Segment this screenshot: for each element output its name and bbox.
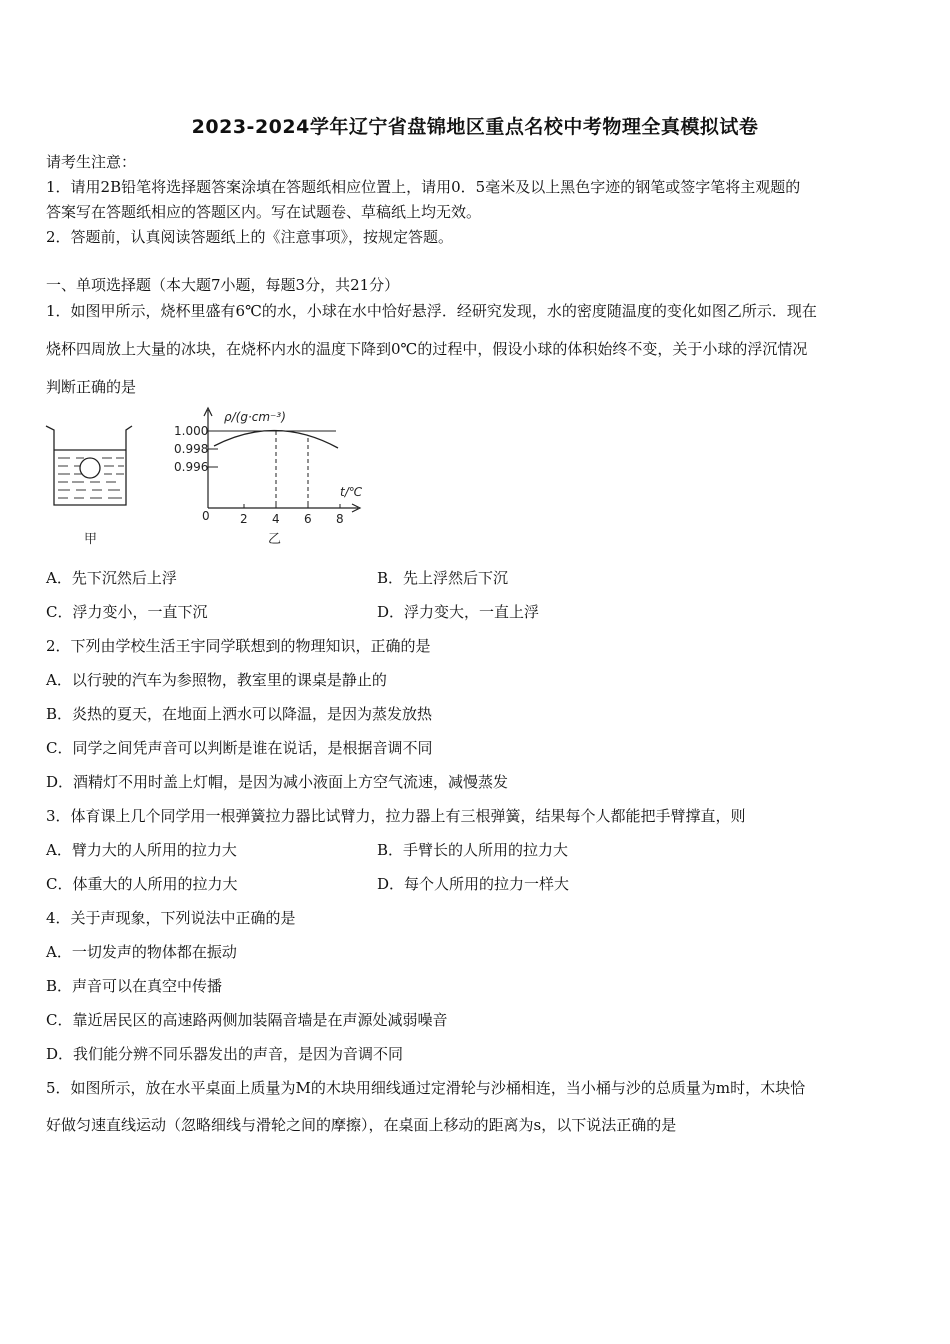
notice-line: 答案写在答题纸相应的答题区内。写在试题卷、草稿纸上均无效。: [46, 203, 482, 221]
q1-option-b: B．先上浮然后下沉: [377, 569, 509, 587]
q4-option: D．我们能分辨不同乐器发出的声音，是因为音调不同: [46, 1045, 404, 1063]
q1-option-d: D．浮力变大，一直上浮: [377, 603, 540, 621]
q2-option: A．以行驶的汽车为参照物，教室里的课桌是静止的: [46, 671, 387, 689]
density-graph: [174, 408, 363, 547]
question-2-stem: 2．下列由学校生活王宇同学联想到的物理知识，正确的是: [46, 637, 431, 655]
question-1-line: 1．如图甲所示，烧杯里盛有6℃的水，小球在水中恰好悬浮．经研究发现，水的密度随温度的变化如图乙所示．现在: [46, 302, 817, 320]
section-heading: 一、单项选择题（本大题7小题，每题3分，共21分）: [46, 276, 400, 294]
q2-option: B．炎热的夏天，在地面上洒水可以降温，是因为蒸发放热: [46, 705, 433, 723]
x-tick-label: 4: [272, 512, 280, 526]
q4-option: C．靠近居民区的高速路两侧加装隔音墙是在声源处减弱噪音: [46, 1011, 448, 1029]
question-3-stem: 3．体育课上几个同学用一根弹簧拉力器比试臂力，拉力器上有三根弹簧，结果每个人都能把手臂撑直，则: [46, 807, 746, 825]
q3-option-a: A．臂力大的人所用的拉力大: [46, 841, 237, 859]
q3-option-c: C．体重大的人所用的拉力大: [46, 875, 238, 893]
q3-option-d: D．每个人所用的拉力一样大: [377, 875, 570, 893]
x-tick-label: 6: [304, 512, 312, 526]
notice-line: 2．答题前，认真阅读答题纸上的《注意事项》，按规定答题。: [46, 228, 454, 246]
question-1-line: 判断正确的是: [46, 378, 137, 396]
notice-heading: 请考生注意：: [46, 153, 137, 171]
question-4-stem: 4．关于声现象，下列说法中正确的是: [46, 909, 296, 927]
q2-option: C．同学之间凭声音可以判断是谁在说话，是根据音调不同: [46, 739, 433, 757]
q4-option: A．一切发声的物体都在振动: [46, 943, 237, 961]
question-5-line: 好做匀速直线运动（忽略细线与滑轮之间的摩擦），在桌面上移动的距离为s，以下说法正确的是: [46, 1116, 677, 1134]
y-axis-label: ρ/(g·cm⁻³): [224, 410, 286, 424]
q3-option-b: B．手臂长的人所用的拉力大: [377, 841, 569, 859]
q1-option-a: A．先下沉然后上浮: [46, 569, 177, 587]
figure-svg: [40, 400, 380, 550]
question-5-line: 5．如图所示，放在水平桌面上质量为M的木块用细线通过定滑轮与沙桶相连，当小桶与沙的总质量为m时，木块恰: [46, 1079, 806, 1097]
q2-option: D．酒精灯不用时盖上灯帽，是因为减小液面上方空气流速，减慢蒸发: [46, 773, 509, 791]
x-tick-label: 8: [336, 512, 344, 526]
q1-option-c: C．浮力变小，一直下沉: [46, 603, 208, 621]
label-yi: 乙: [268, 532, 282, 547]
ball: [80, 458, 100, 478]
x-axis-label: t/℃: [340, 485, 363, 499]
beaker-drawing: [46, 426, 132, 505]
y-tick-label: 0.998: [174, 442, 209, 456]
page-title: 2023-2024学年辽宁省盘锦地区重点名校中考物理全真模拟试卷: [191, 116, 759, 138]
notice-line: 1．请用2B铅笔将选择题答案涂填在答题纸相应位置上，请用0．5毫米及以上黑色字迹的钢笔或签字笔将主观题的: [46, 178, 801, 196]
question-1-figure: [40, 400, 380, 550]
q4-option: B．声音可以在真空中传播: [46, 977, 223, 995]
x-tick-label: 2: [240, 512, 248, 526]
y-tick-label: 1.000: [174, 424, 209, 438]
label-jia: 甲: [84, 532, 98, 547]
origin-label: 0: [202, 509, 210, 523]
question-1-line: 烧杯四周放上大量的冰块，在烧杯内水的温度下降到0℃的过程中，假设小球的体积始终不变，关于小球的浮沉情况: [46, 340, 808, 358]
y-tick-label: 0.996: [174, 460, 209, 474]
